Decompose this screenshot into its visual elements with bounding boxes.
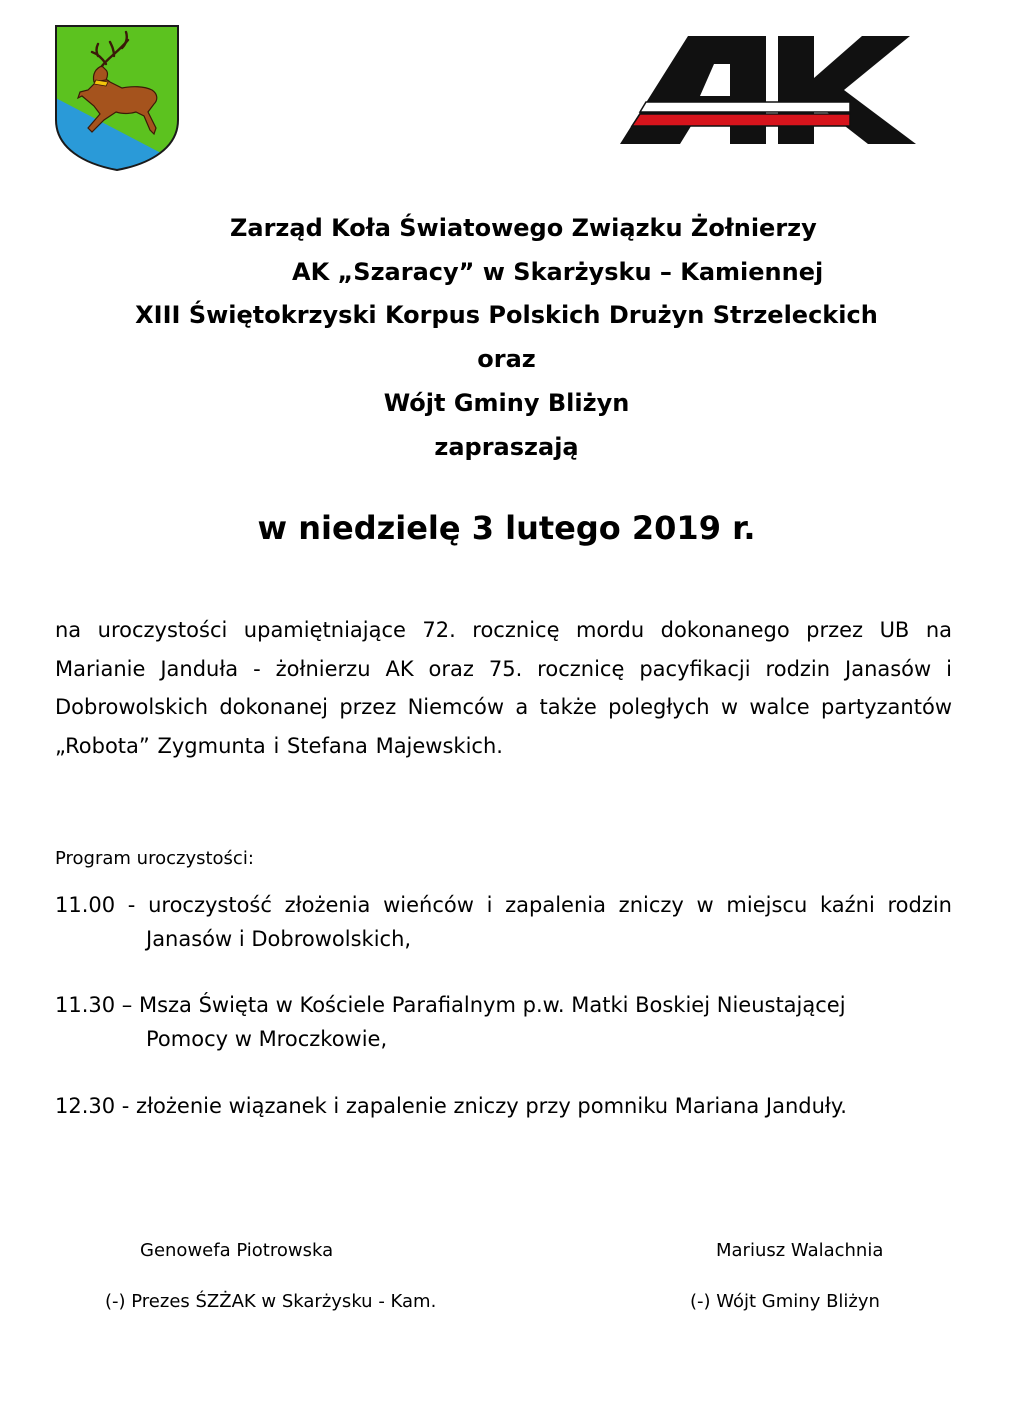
- program-item-line: 11.30 – Msza Święta w Kościele Parafialnym p.w. Matki Boskiej Nieustającej: [55, 993, 846, 1017]
- header-line-1: Zarząd Koła Światowego Związku Żołnierzy: [230, 214, 817, 242]
- signature-left-title: (-) Prezes ŚZŻAK w Skarżysku - Kam.: [105, 1291, 437, 1312]
- header-line-6: zapraszają: [434, 433, 579, 461]
- signature-right-name: Mariusz Walachnia: [716, 1240, 884, 1261]
- program-item-continuation: Janasów i Dobrowolskich,: [146, 927, 412, 951]
- program-item-line: 11.00 - uroczystość złożenia wieńców i zapalenia zniczy w miejscu kaźni rodzin: [55, 893, 952, 917]
- header-line-3: XIII Świętokrzyski Korpus Polskich Drużyn Strzeleckich: [135, 301, 878, 329]
- ak-logo: [618, 34, 918, 146]
- program-title: Program uroczystości:: [55, 848, 254, 869]
- intro-paragraph: na uroczystości upamiętniające 72. rocznicę mordu dokonanego przez UB na Marianie Janduła - żołnierzu AK oraz 75. rocznicę pacyfikacji rodzin Janasów i Dobrowolskich dokonanej przez Niemców a także poległych w walce partyzantów „Robota” Zygmunta i Stefana Majewskich.: [55, 618, 952, 758]
- header-line-5: Wójt Gminy Bliżyn: [383, 389, 630, 417]
- signature-left-name: Genowefa Piotrowska: [140, 1240, 334, 1261]
- program-item: [55, 888, 952, 956]
- header-line-4: oraz: [477, 345, 536, 373]
- program-item: [55, 1089, 952, 1123]
- program-item-continuation: Pomocy w Mroczkowie,: [146, 1027, 388, 1051]
- program-item: [55, 988, 952, 1056]
- program-item-line: 12.30 - złożenie wiązanek i zapalenie zniczy przy pomniku Mariana Janduły.: [55, 1094, 847, 1118]
- event-date: w niedzielę 3 lutego 2019 r.: [257, 509, 756, 547]
- signature-right-title: (-) Wójt Gminy Bliżyn: [690, 1291, 880, 1312]
- deer-coat-of-arms-icon: [52, 24, 182, 172]
- header-line-2: AK „Szaracy” w Skarżysku – Kamiennej: [292, 258, 824, 286]
